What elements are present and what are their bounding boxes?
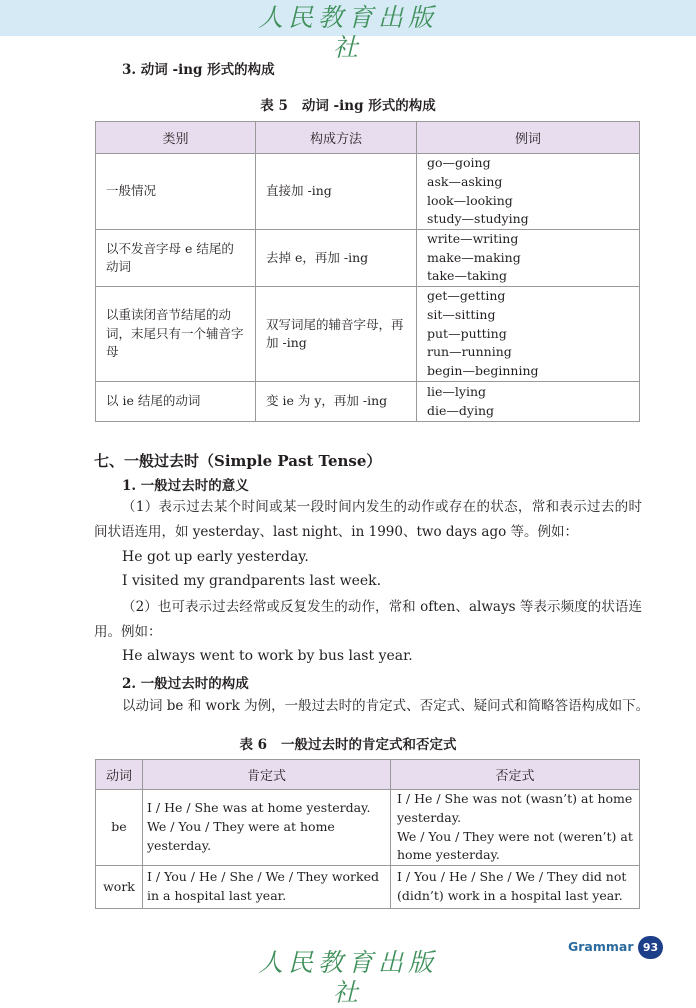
footer-section-label: Grammar <box>568 939 634 954</box>
examples-cell <box>417 382 640 422</box>
table-6-header: 否定式 <box>391 760 640 790</box>
table-row <box>96 382 640 422</box>
table-5-caption-number: 表 5 <box>260 98 288 114</box>
table-row <box>96 790 640 866</box>
publisher-logo-footer: 人民教育出版社 <box>257 948 438 1007</box>
category-cell: 以不发音字母 e 结尾的动词 <box>96 230 256 287</box>
example-word: get—getting <box>427 288 506 304</box>
table-5-header: 例词 <box>417 122 640 154</box>
affirmative-sentence: I / You / He / She / We / They worked in a hospital last year. <box>147 869 380 903</box>
example-word: look—looking <box>427 192 513 208</box>
examples-cell <box>417 154 640 230</box>
section-7-heading: 七、一般过去时（Simple Past Tense） <box>94 452 382 470</box>
table-5 <box>95 121 640 422</box>
table-5-caption-text: 动词 -ing 形式的构成 <box>301 98 436 114</box>
section-3-title: 3. 动词 -ing 形式的构成 <box>122 62 275 78</box>
table-5-header: 类别 <box>96 122 256 154</box>
example-word: die—dying <box>427 402 495 418</box>
example-word: lie—lying <box>427 383 487 399</box>
table-row <box>96 866 640 909</box>
paragraph-1: （1）表示过去某个时间或某一段时间内发生的动作或存在的状态，常和表示过去的时间状语连用，如 yesterday、last night、in 1990、two days ago 等。例如： <box>94 499 642 540</box>
example-sentence: He got up early yesterday. <box>122 549 309 565</box>
negative-cell <box>391 866 640 909</box>
example-word: begin—beginning <box>427 363 539 379</box>
affirmative-sentence: I / He / She was at home yesterday. <box>147 800 371 816</box>
page-number-badge: 93 <box>638 936 663 959</box>
example-word: study—studying <box>427 211 529 227</box>
method-cell: 直接加 -ing <box>256 154 417 230</box>
method-cell: 去掉 e，再加 -ing <box>256 230 417 287</box>
example-word: ask—asking <box>427 173 503 189</box>
category-cell: 一般情况 <box>96 154 256 230</box>
method-cell: 变 ie 为 y，再加 -ing <box>256 382 417 422</box>
table-6-caption-text: 一般过去时的肯定式和否定式 <box>281 737 457 753</box>
paragraph-3: 以动词 be 和 work 为例，一般过去时的肯定式、否定式、疑问式和简略答语构成如下。 <box>122 698 650 714</box>
method-cell: 双写词尾的辅音字母，再加 -ing <box>256 287 417 382</box>
affirmative-cell <box>143 790 391 866</box>
example-sentence: I visited my grandparents last week. <box>122 573 382 589</box>
table-row <box>96 287 640 382</box>
negative-cell <box>391 790 640 866</box>
example-word: write—writing <box>427 231 519 246</box>
verb-cell: be <box>96 790 143 866</box>
table-6-header: 动词 <box>96 760 143 790</box>
negative-sentence: We / You / They were not (weren’t) at home yesterday. <box>397 828 633 863</box>
table-row <box>96 154 640 230</box>
table-6-caption-number: 表 6 <box>239 737 268 753</box>
table-6 <box>95 759 640 909</box>
table-6-header: 肯定式 <box>143 760 391 790</box>
table-6-header-row <box>96 760 640 790</box>
subsection-1-title: 1. 一般过去时的意义 <box>122 478 249 494</box>
category-cell: 以重读闭音节结尾的动词，末尾只有一个辅音字母 <box>96 287 256 382</box>
negative-sentence: I / He / She was not (wasn’t) at home yesterday. <box>397 791 633 825</box>
table-row <box>96 230 640 287</box>
example-word: make—making <box>427 249 521 265</box>
example-word: put—putting <box>427 325 507 341</box>
verb-cell: work <box>96 866 143 909</box>
example-sentence: He always went to work by bus last year. <box>122 648 413 664</box>
example-word: go—going <box>427 155 491 171</box>
table-5-header-row <box>96 122 640 154</box>
subsection-2-title: 2. 一般过去时的构成 <box>122 676 249 692</box>
table-5-header: 构成方法 <box>256 122 417 154</box>
example-word: take—taking <box>427 268 508 284</box>
category-cell: 以 ie 结尾的动词 <box>96 382 256 422</box>
example-word: sit—sitting <box>427 307 496 323</box>
publisher-logo: 人民教育出版社 <box>257 3 438 62</box>
examples-cell <box>417 230 640 287</box>
affirmative-sentence: We / You / They were at home yesterday. <box>147 819 335 853</box>
table-5-caption <box>0 94 696 114</box>
example-word: run—running <box>427 344 512 360</box>
negative-sentence: I / You / He / She / We / They did not (didn’t) work in a hospital last year. <box>397 869 627 903</box>
paragraph-2: （2）也可表示过去经常或反复发生的动作，常和 often、always 等表示频度的状语连用。例如： <box>94 599 642 640</box>
affirmative-cell <box>143 866 391 909</box>
table-6-caption <box>0 733 696 753</box>
examples-cell <box>417 287 640 382</box>
